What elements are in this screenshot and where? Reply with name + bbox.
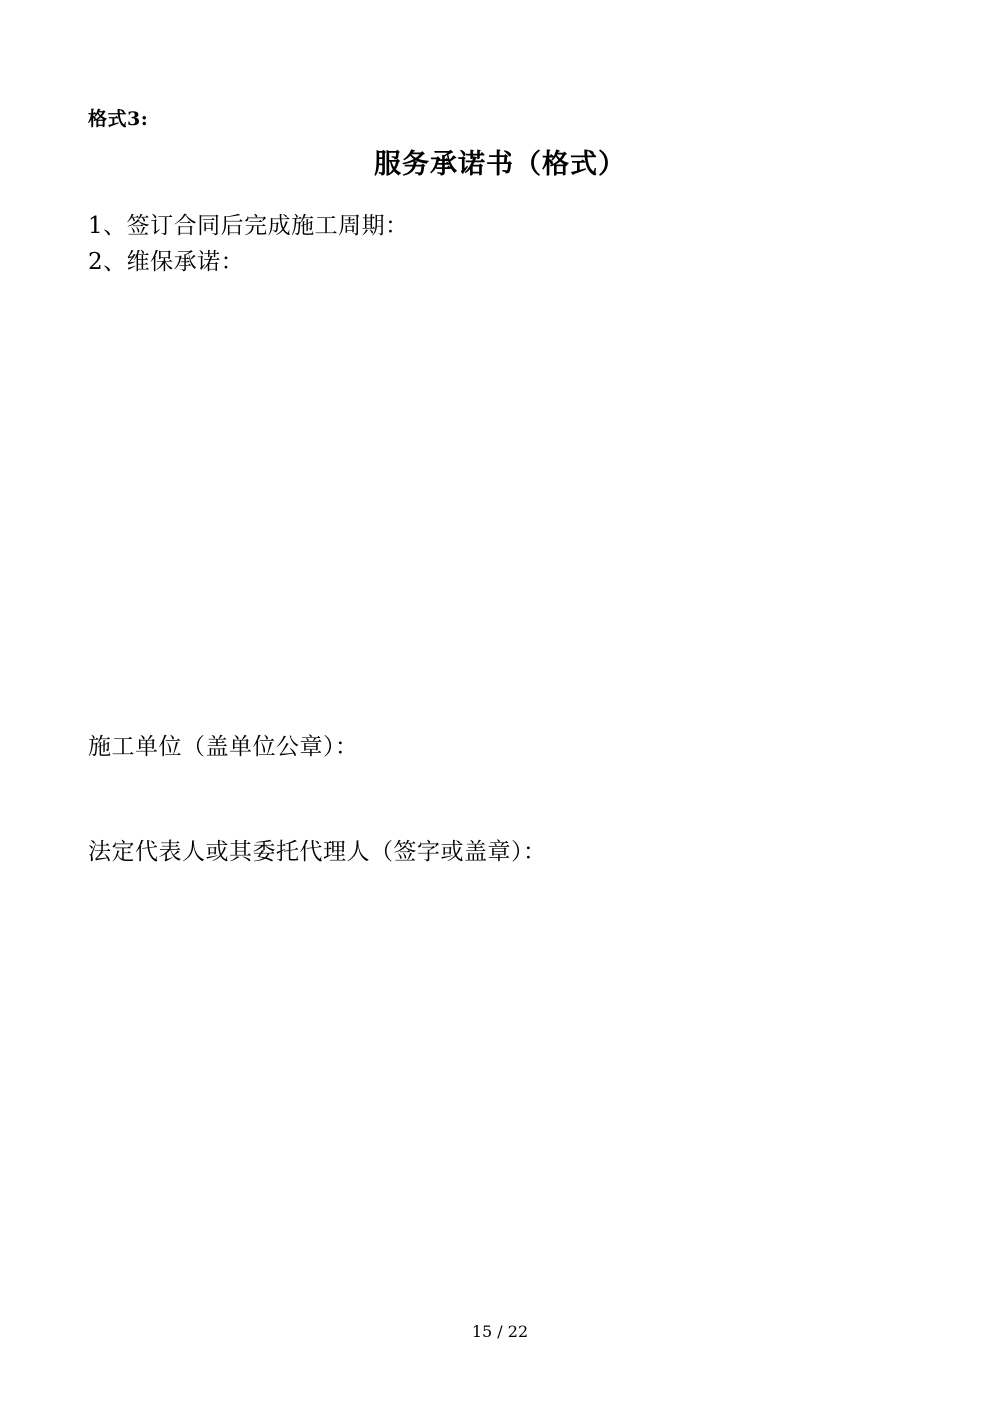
body-item-1: 1、签订合同后完成施工周期： (88, 213, 409, 239)
signature-line-company: 施工单位（盖单位公章）： (88, 734, 359, 760)
page-number: 15 / 22 (471, 1322, 529, 1341)
body-item-2: 2、维保承诺： (88, 249, 245, 275)
format-label: 格式3: (88, 108, 149, 130)
page-title: 服务承诺书（格式） (374, 149, 626, 180)
signature-block (88, 728, 547, 866)
body-content (88, 208, 409, 280)
signature-line-representative: 法定代表人或其委托代理人（签字或盖章）： (88, 839, 547, 865)
